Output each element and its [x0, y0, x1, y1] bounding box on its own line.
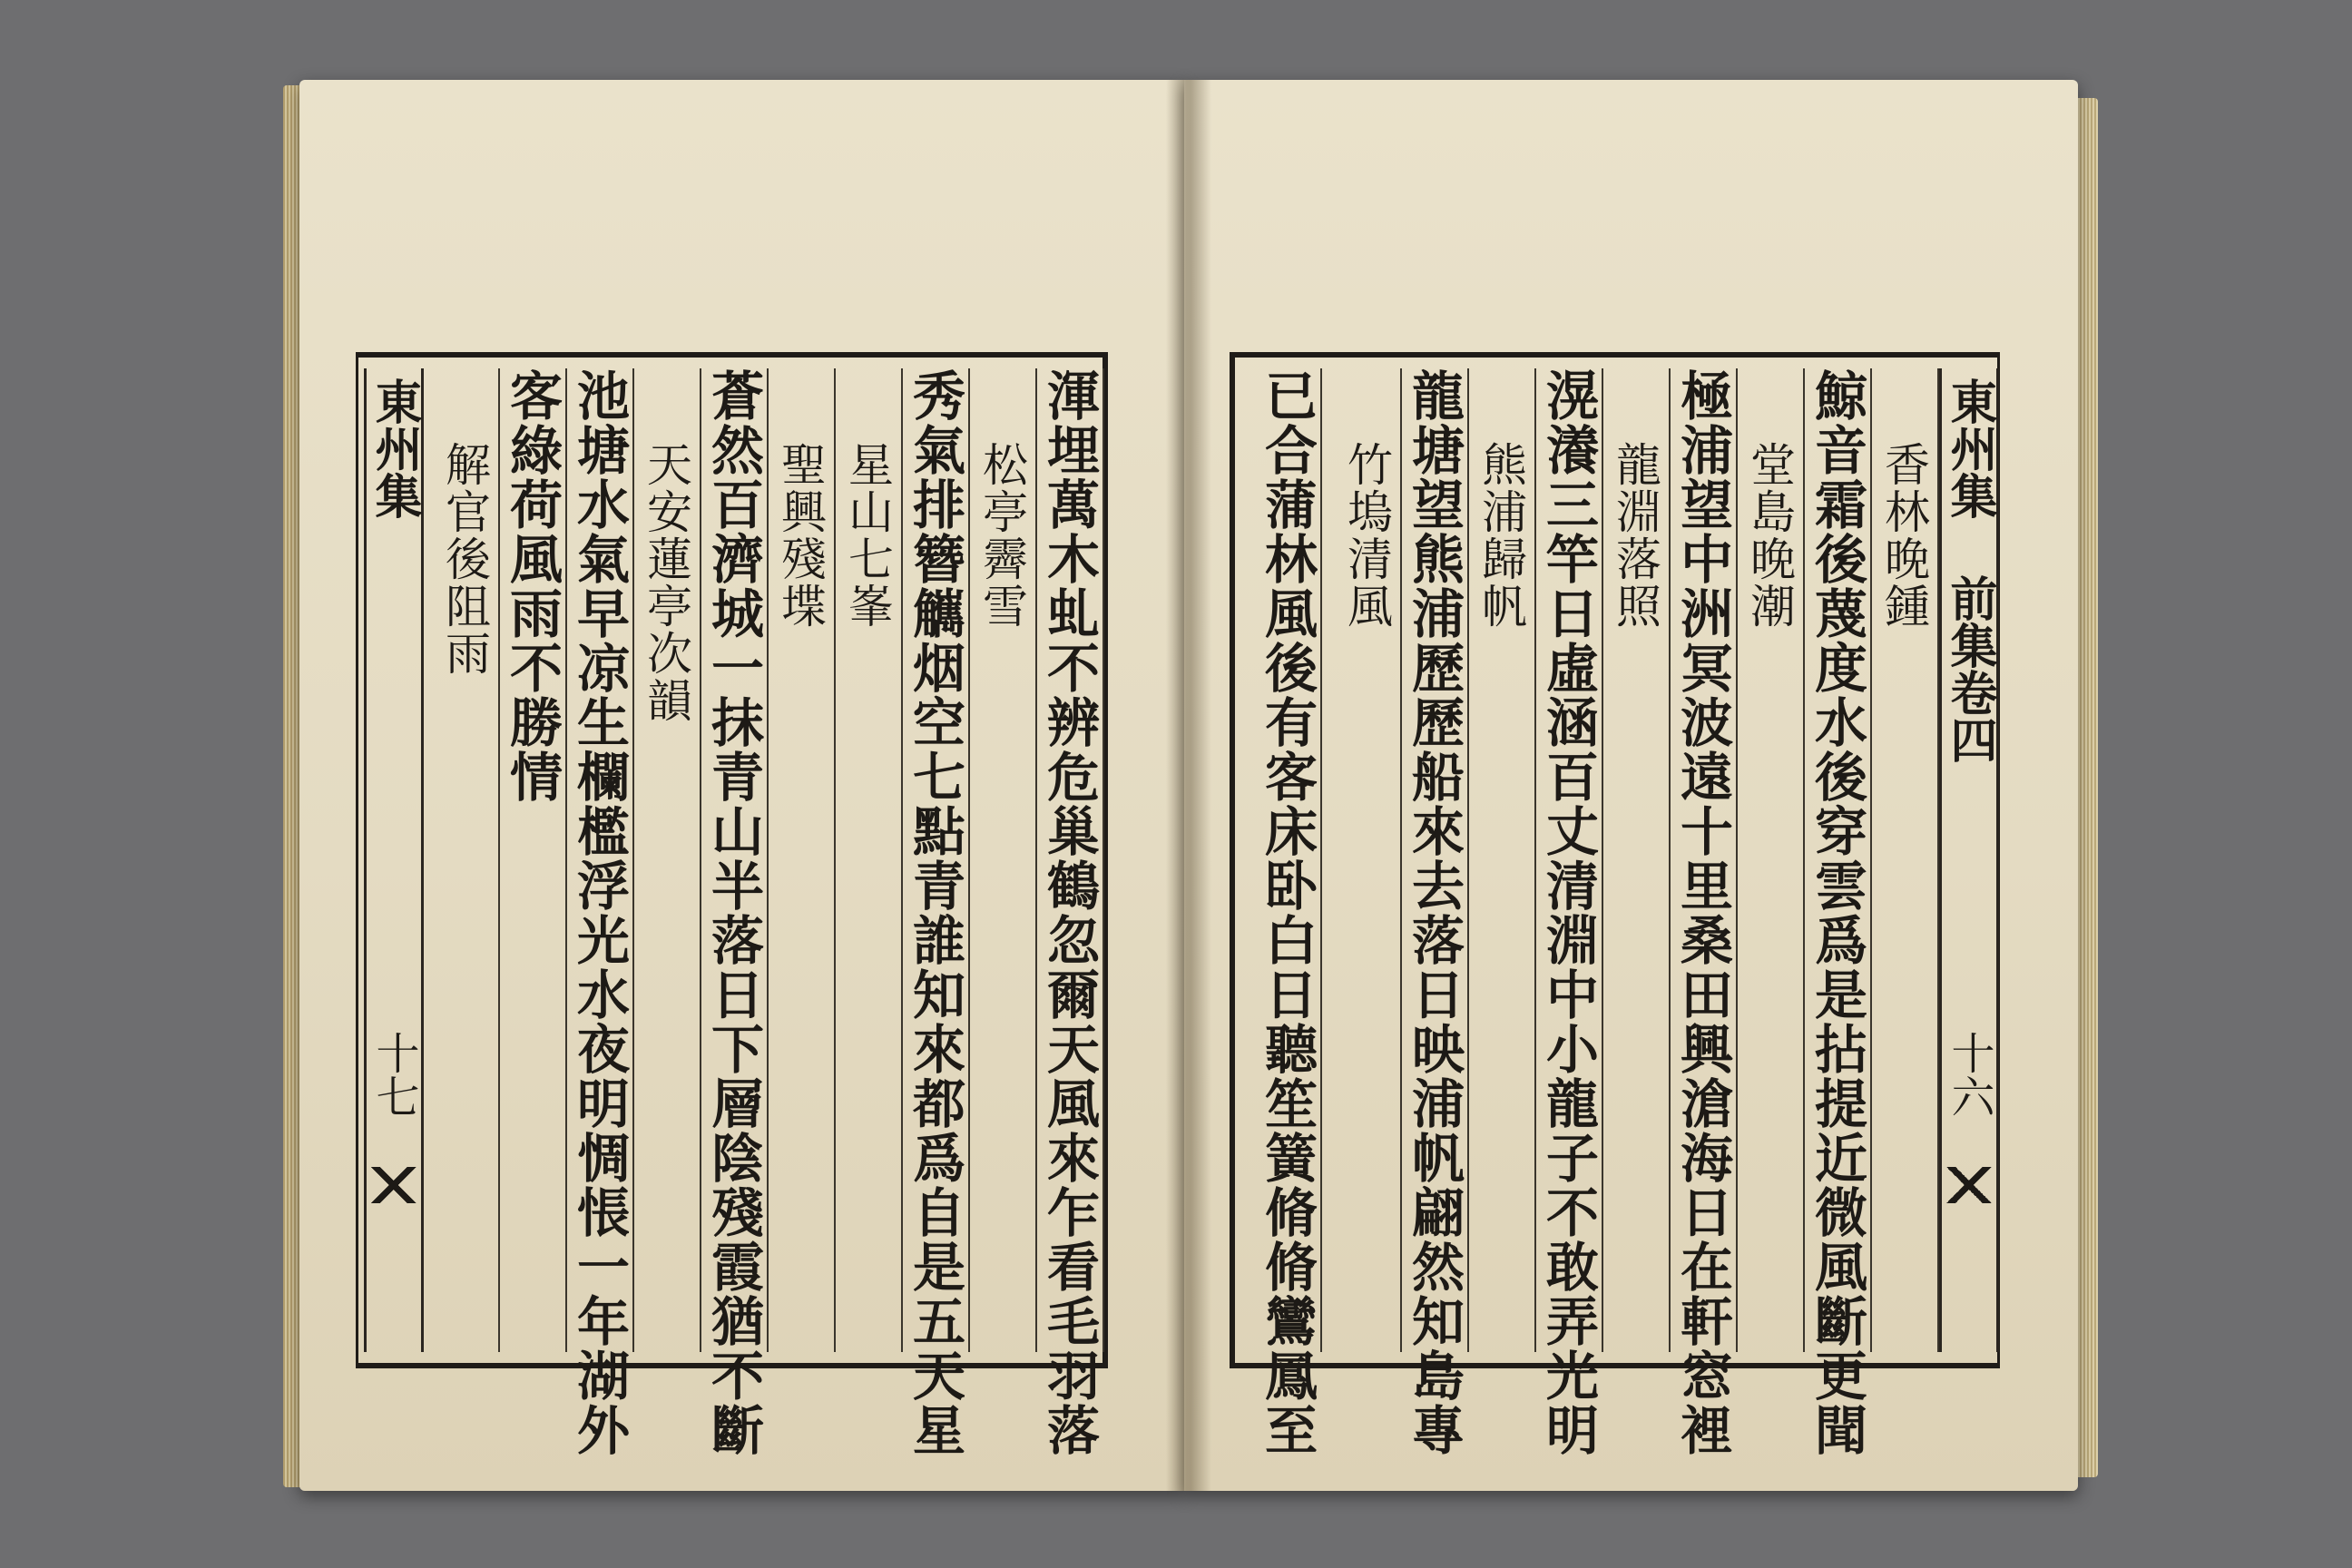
poem-title: 松亭霽雪 — [975, 441, 1028, 630]
page-number: 十七 — [368, 1031, 419, 1118]
text-column — [565, 368, 634, 1457]
text-column — [700, 368, 769, 1457]
left-text-frame — [356, 352, 1108, 1457]
column-text: 池塘水氣早凉生欄檻浮光水夜明惆悵一年湖外 — [568, 368, 630, 1457]
poem-title: 解官後阻雨 — [438, 441, 491, 677]
text-column — [431, 368, 500, 1352]
column-text: 秀氣排簪觽烟空七點青誰知來都爲自是五天星 — [904, 368, 965, 1457]
margin-strip — [1939, 368, 1999, 1352]
text-column — [498, 368, 567, 1352]
column-text: 蒼然百濟城一抹青山半落日下層陰殘霞猶不斷 — [702, 368, 764, 1457]
book-gutter — [1166, 80, 1211, 1491]
column-text: 已合蒲林風後有客床卧白日聽笙簧脩脩鸞鳳至 — [1256, 368, 1318, 1457]
text-column — [1803, 368, 1872, 1457]
text-column — [1333, 368, 1402, 1352]
margin-header: 東州集 前集卷四 — [1942, 377, 1997, 763]
column-text: 渾埋萬木虬不辨危巢鶴忽爾天風來乍看毛羽落 — [1038, 368, 1100, 1457]
right-text-frame — [1230, 352, 2000, 1457]
poem-title: 熊浦歸帆 — [1475, 441, 1527, 630]
text-column — [901, 368, 970, 1457]
text-column — [1669, 368, 1738, 1457]
text-column — [767, 368, 836, 1352]
poem-title: 堂島晚潮 — [1743, 441, 1796, 630]
text-column — [968, 368, 1037, 1352]
text-column — [1467, 368, 1536, 1352]
poem-title: 香林晚鍾 — [1877, 441, 1930, 630]
column-text: 龍塘望熊浦歷歷船來去落日映浦帆翩然知島專 — [1403, 368, 1465, 1457]
poem-title: 星山七峯 — [841, 441, 894, 630]
margin-strip — [364, 368, 424, 1352]
right-page — [1184, 80, 2078, 1491]
poem-title: 龍淵落照 — [1609, 441, 1661, 630]
text-column — [834, 368, 903, 1352]
text-column — [1736, 368, 1805, 1352]
column-text: 鯨音霜後蔑度水後穿雲爲是拈提近微風斷更聞 — [1806, 368, 1867, 1457]
text-column — [1253, 368, 1322, 1457]
column-text: 極浦望中洲冥波遠十里桑田興滄海日在軒窓裡 — [1671, 368, 1733, 1457]
text-column — [1534, 368, 1603, 1457]
text-column — [1602, 368, 1671, 1352]
text-column — [1870, 368, 1939, 1352]
poem-title: 天安蓮亭次韻 — [640, 441, 692, 724]
page-number: 十六 — [1944, 1031, 1994, 1118]
text-column — [632, 368, 701, 1352]
column-text: 客綠荷風雨不勝情 — [501, 368, 563, 804]
text-column — [1400, 368, 1469, 1457]
poem-title: 竹塢清風 — [1340, 441, 1393, 630]
text-column — [1035, 368, 1104, 1457]
poem-title: 聖興殘堞 — [774, 441, 827, 630]
column-text: 滉瀁三竿日虛涵百丈清淵中小龍子不敢弄光明 — [1537, 368, 1599, 1457]
fish-tail-mark-icon — [367, 1167, 421, 1203]
fish-tail-mark-icon — [1942, 1167, 1996, 1203]
left-page — [299, 80, 1184, 1491]
open-book — [299, 80, 2078, 1491]
margin-header: 東州集 — [367, 377, 422, 519]
